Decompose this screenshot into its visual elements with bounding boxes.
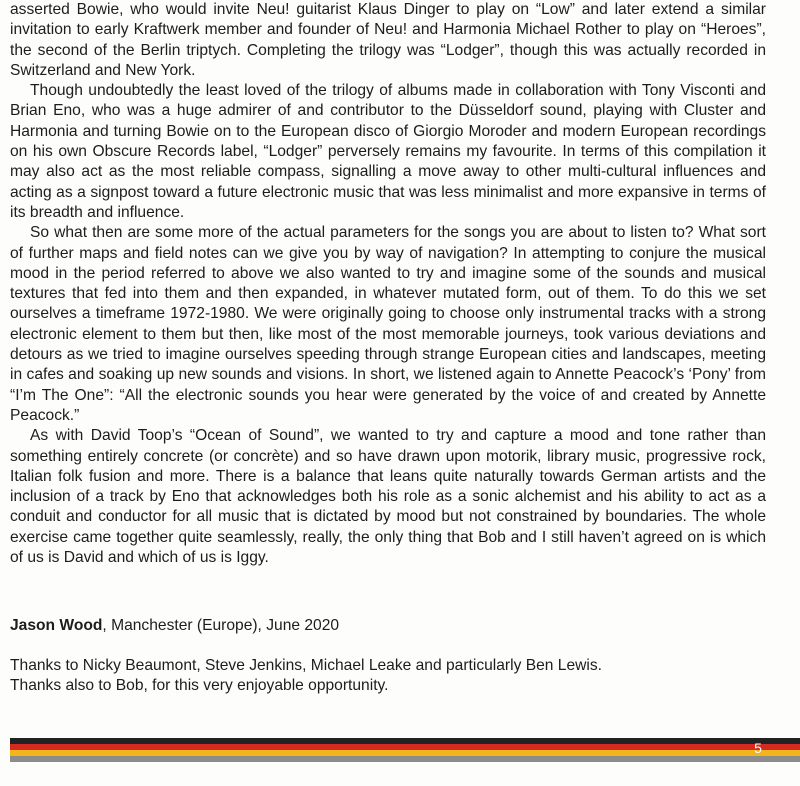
paragraph-1: asserted Bowie, who would invite Neu! guitarist Klaus Dinger to play on “Low” and later extend a similar invitation to early Kraftwerk member and founder of Neu! and Harmonia Michael Rother to play on “Heroes”, the second of the Berlin triptych. Completing the trilogy was “Lodger”, though this was actually recorded in Switzerland and New York. [10,1,766,79]
page-number: 5 [754,740,762,756]
author-signoff [10,616,770,636]
thanks-line-1: Thanks to Nicky Beaumont, Steve Jenkins, Michael Leake and particularly Ben Lewis. [10,657,602,674]
paragraph-2: Though undoubtedly the least loved of the trilogy of albums made in collaboration with Tony Visconti and Brian Eno, who was a huge admirer of and contributor to the Düsseldorf sound, playing with Cluster and Harmonia and turning Bowie on to the European disco of Giorgio Moroder and modern European recordings on his own Obscure Records label, “Lodger” perversely remains my favourite. In terms of this compilation it may also act as the most reliable compass, signalling a move away to other multi-cultural influences and acting as a signpost toward a future electronic music that was less minimalist and more expansive in terms of its breadth and influence. [10,82,766,221]
essay-body [10,0,766,568]
stripe-grey [10,756,800,762]
paragraph-3: So what then are some more of the actual parameters for the songs you are about to listen to? What sort of further maps and field notes can we give you by way of navigation? In attempting to conjure the musical mood in the period referred to above we also wanted to try and imagine some of the sounds and musical textures that fed into them and then expanded, in whatever mutated form, out of them. To do this we set ourselves a timeframe 1972-1980. We were originally going to choose only instrumental tracks with a strong electronic element to them but then, like most of the most memorable journeys, took various deviations and detours as we tried to imagine ourselves speeding through strange European cities and landscapes, meeting in cafes and soaking up new sounds and visions. In short, we listened again to Annette Peacock’s ‘Pony’ from “I’m The One”: “All the electronic sounds you hear were generated by the voice of and created by Annette Peacock.” [10,224,766,424]
acknowledgements [10,656,770,697]
author-name: Jason Wood [10,617,103,634]
thanks-line-2: Thanks also to Bob, for this very enjoyable opportunity. [10,677,389,695]
signoff-place-date: , Manchester (Europe), June 2020 [102,617,340,634]
paragraph-4: As with David Toop’s “Ocean of Sound”, we wanted to try and capture a mood and tone rather than something entirely concrete (or concrète) and so have drawn upon motorik, library music, progressive rock, Italian folk fusion and more. There is a balance that leans quite naturally towards German artists and the inclusion of a track by Eno that acknowledges both his role as a sonic alchemist and his ability to act as a conduit and conductor for all music that is dictated by mood but not constrained by boundaries. The whole exercise came together quite seamlessly, really, the only thing that Bob and I still haven’t agreed on is which of us is David and which of us is Iggy. [10,427,766,567]
flag-stripes [10,738,800,762]
